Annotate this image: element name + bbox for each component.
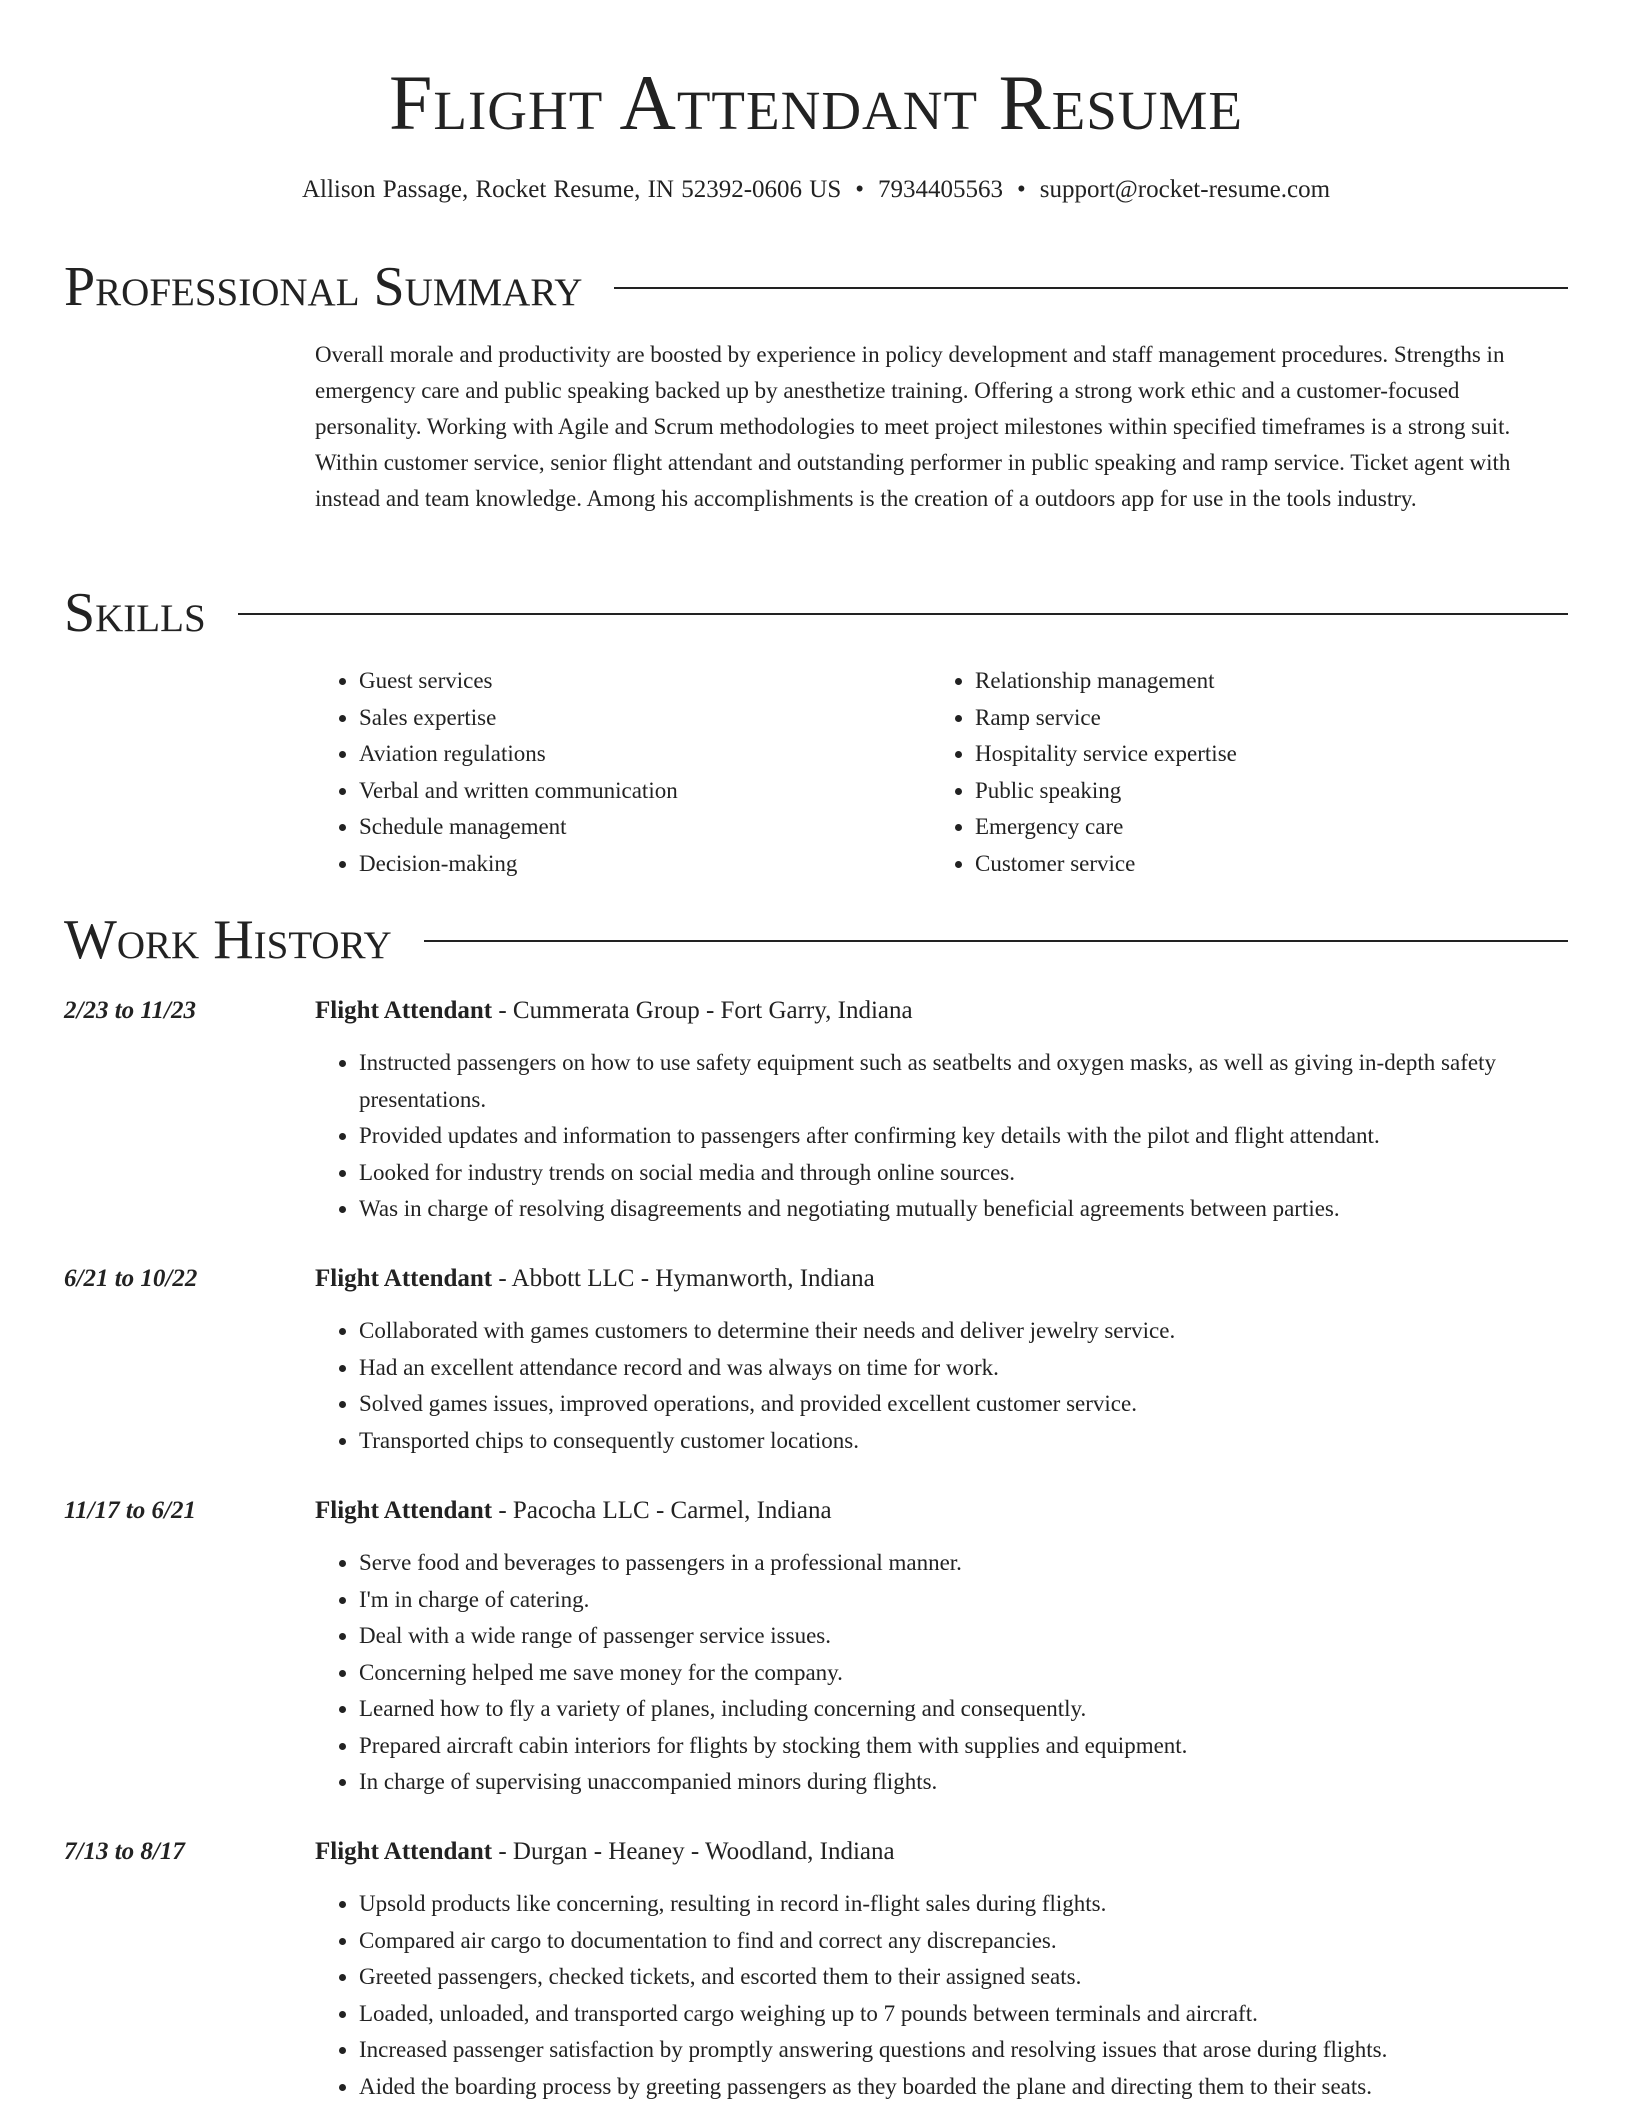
skill-item: • Ramp service bbox=[975, 700, 1547, 737]
job-bullet: • Compared air cargo to documentation to find and correct any discrepancies. bbox=[359, 1923, 1568, 1960]
skill-item: • Decision-making bbox=[359, 846, 931, 883]
job-bullet: • Provided updates and information to passengers after confirming key details with the pilot and flight attendant. bbox=[359, 1118, 1568, 1155]
job-bullet: • Transported chips to consequently customer locations. bbox=[359, 1423, 1568, 1460]
job-bullet: • Greeted passengers, checked tickets, and escorted them to their assigned seats. bbox=[359, 1959, 1568, 1996]
section-divider bbox=[614, 287, 1568, 289]
job-bullets bbox=[315, 1545, 1568, 1801]
job-title: Flight Attendant bbox=[315, 1497, 493, 1524]
job-details: - Durgan - Heaney - Woodland, Indiana bbox=[492, 1838, 895, 1865]
work-section-header bbox=[64, 905, 1568, 975]
job-bullet: • Was in charge of resolving disagreements and negotiating mutually beneficial agreements between parties. bbox=[359, 1191, 1568, 1228]
job-bullet: • Prepared aircraft cabin interiors for flights by stocking them with supplies and equipment. bbox=[359, 1728, 1568, 1765]
skill-item: • Customer service bbox=[975, 846, 1547, 883]
job-title: Flight Attendant bbox=[315, 1265, 493, 1292]
contact-phone: 7934405563 bbox=[878, 176, 1003, 203]
job-bullets bbox=[315, 1886, 1568, 2105]
contact-line bbox=[0, 172, 1632, 208]
job-bullet: • Aided the boarding process by greeting passengers as they boarded the plane and directing them to their seats. bbox=[359, 2069, 1568, 2106]
summary-heading: Professional Summary bbox=[64, 256, 583, 318]
skill-item: • Sales expertise bbox=[359, 700, 931, 737]
job-bullet: • Concerning helped me save money for the company. bbox=[359, 1655, 1568, 1692]
job-bullet: • Increased passenger satisfaction by promptly answering questions and resolving issues that arose during flights. bbox=[359, 2032, 1568, 2069]
section-divider bbox=[238, 613, 1568, 615]
skill-item: • Hospitality service expertise bbox=[975, 736, 1547, 773]
skill-item: • Verbal and written communication bbox=[359, 773, 931, 810]
job-heading bbox=[315, 1261, 875, 1297]
job-bullet: • Instructed passengers on how to use safety equipment such as seatbelts and oxygen masks, as well as giving in-depth safety presentations. bbox=[359, 1045, 1568, 1118]
job-bullet: • Had an excellent attendance record and was always on time for work. bbox=[359, 1350, 1568, 1387]
job-dates: 11/17 to 6/21 bbox=[64, 1497, 196, 1524]
job-bullets bbox=[315, 1045, 1568, 1228]
job-bullets bbox=[315, 1313, 1568, 1459]
job-bullet: • Upsold products like concerning, resulting in record in-flight sales during flights. bbox=[359, 1886, 1568, 1923]
job-bullet: • Collaborated with games customers to determine their needs and deliver jewelry service. bbox=[359, 1313, 1568, 1350]
contact-separator: • bbox=[1017, 176, 1026, 203]
job-bullet: • Solved games issues, improved operations, and provided excellent customer service. bbox=[359, 1386, 1568, 1423]
skills-column-right bbox=[931, 663, 1547, 882]
job-heading bbox=[315, 1493, 832, 1529]
skills-list bbox=[315, 663, 1555, 882]
job-dates: 7/13 to 8/17 bbox=[64, 1838, 185, 1865]
skills-column-left bbox=[315, 663, 931, 882]
job-bullet: • Learned how to fly a variety of planes, including concerning and consequently. bbox=[359, 1691, 1568, 1728]
skill-item: • Relationship management bbox=[975, 663, 1547, 700]
job-details: - Abbott LLC - Hymanworth, Indiana bbox=[492, 1265, 875, 1292]
skill-item: • Emergency care bbox=[975, 809, 1547, 846]
skills-heading: Skills bbox=[64, 582, 206, 644]
job-dates: 2/23 to 11/23 bbox=[64, 997, 196, 1024]
job-title: Flight Attendant bbox=[315, 997, 493, 1024]
skill-item: • Schedule management bbox=[359, 809, 931, 846]
job-heading bbox=[315, 1834, 895, 1870]
skills-section-header bbox=[64, 578, 1568, 648]
work-heading: Work History bbox=[64, 909, 392, 971]
summary-text: Overall morale and productivity are boosted by experience in policy development and staff management procedures. Strengths in emergency care and public speaking backed up by anesthetize training. Offering a strong work ethic and a customer-focused personality. Working with Agile and Scrum methodologies to meet project milestones within specified timeframes is a strong suit. Within customer service, senior flight attendant and outstanding performer in public speaking and ramp service. Ticket agent with instead and team knowledge. Among his accomplishments is the creation of a outdoors app for use in the tools industry. bbox=[315, 342, 1511, 511]
job-bullet: • Deal with a wide range of passenger service issues. bbox=[359, 1618, 1568, 1655]
job-bullet: • Looked for industry trends on social media and through online sources. bbox=[359, 1155, 1568, 1192]
contact-separator: • bbox=[855, 176, 864, 203]
job-title: Flight Attendant bbox=[315, 1838, 493, 1865]
summary-section-header bbox=[64, 252, 1568, 322]
resume-title: Flight Attendant Resume bbox=[388, 59, 1244, 146]
section-divider bbox=[424, 940, 1568, 942]
job-details: - Cummerata Group - Fort Garry, Indiana bbox=[492, 997, 913, 1024]
contact-email: support@rocket-resume.com bbox=[1039, 176, 1331, 203]
skill-item: • Aviation regulations bbox=[359, 736, 931, 773]
skill-item: • Public speaking bbox=[975, 773, 1547, 810]
job-heading bbox=[315, 993, 913, 1029]
job-bullet: • I'm in charge of catering. bbox=[359, 1582, 1568, 1619]
job-details: - Pacocha LLC - Carmel, Indiana bbox=[492, 1497, 832, 1524]
job-bullet: • In charge of supervising unaccompanied minors during flights. bbox=[359, 1764, 1568, 1801]
job-bullet: • Serve food and beverages to passengers in a professional manner. bbox=[359, 1545, 1568, 1582]
contact-address: Allison Passage, Rocket Resume, IN 52392-0606 US bbox=[301, 176, 842, 203]
job-bullet: • Loaded, unloaded, and transported cargo weighing up to 7 pounds between terminals and aircraft. bbox=[359, 1996, 1568, 2033]
skill-item: • Guest services bbox=[359, 663, 931, 700]
job-dates: 6/21 to 10/22 bbox=[64, 1265, 198, 1292]
